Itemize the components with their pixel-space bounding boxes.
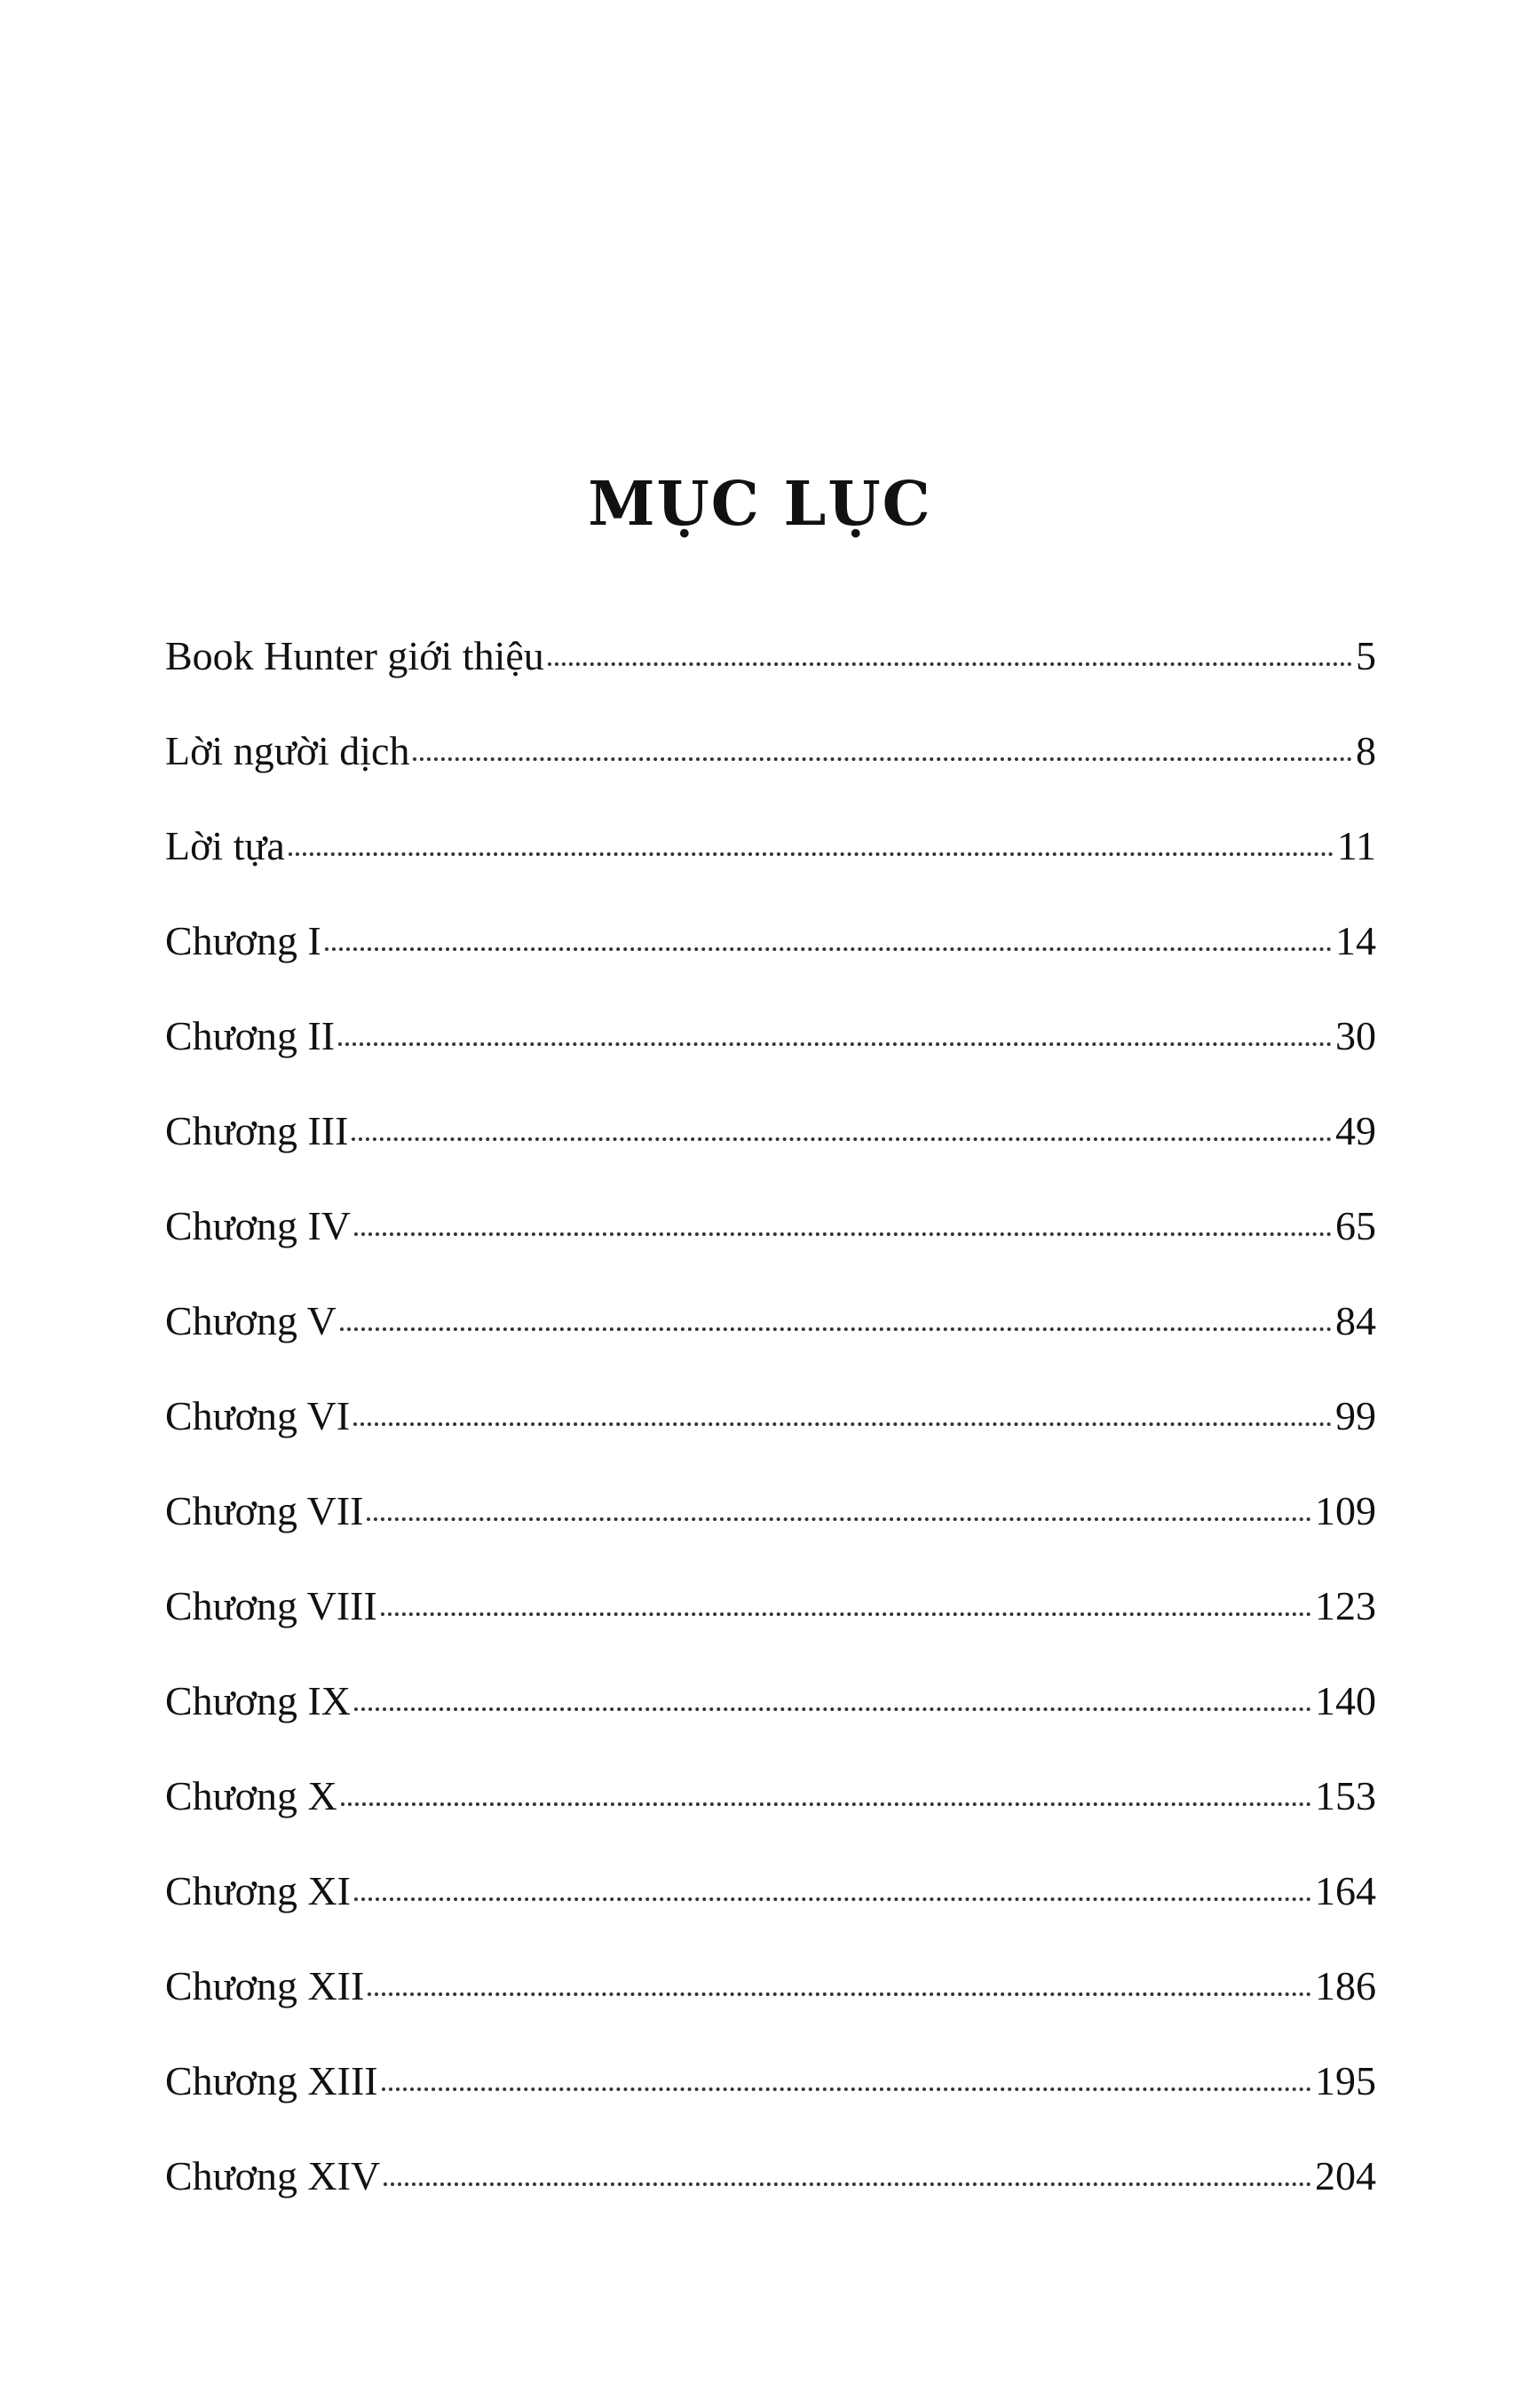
toc-entry: [165, 1192, 1376, 1287]
toc-entry: [165, 1287, 1376, 1382]
dot-leader: [340, 1327, 1332, 1331]
toc-entry: [165, 907, 1376, 1002]
toc-entry-label: Chương XIV: [165, 2153, 381, 2198]
toc-entry: [165, 812, 1376, 907]
toc-entry-page: 5: [1356, 633, 1376, 678]
toc-entry-page: 84: [1335, 1298, 1376, 1343]
toc-entry-page: 49: [1335, 1108, 1376, 1153]
toc-entry-label: Chương XII: [165, 1963, 365, 2008]
toc-entry: [165, 1477, 1376, 1572]
dot-leader: [354, 1897, 1311, 1901]
dot-leader: [353, 1422, 1332, 1426]
dot-leader: [352, 1137, 1332, 1141]
toc-entry: [165, 1097, 1376, 1192]
toc-entry-page: 14: [1335, 918, 1376, 963]
toc-entry-label: Lời người dịch: [165, 728, 410, 773]
dot-leader: [381, 1612, 1311, 1616]
dot-leader: [325, 947, 1332, 951]
toc-entry-label: Chương VI: [165, 1393, 351, 1438]
toc-entry-page: 109: [1315, 1488, 1376, 1533]
toc-entry-label: Chương VII: [165, 1488, 364, 1533]
toc-entry-page: 99: [1335, 1393, 1376, 1438]
toc-entry: [165, 1667, 1376, 1762]
toc-entry-page: 11: [1336, 823, 1376, 868]
toc-entry-label: Chương IV: [165, 1203, 351, 1248]
dot-leader: [354, 1232, 1332, 1236]
dot-leader: [341, 1802, 1311, 1806]
toc-entry-label: Chương III: [165, 1108, 349, 1153]
toc-entry: [165, 1002, 1376, 1097]
toc-entry: [165, 1857, 1376, 1952]
toc-entry-page: 8: [1356, 728, 1376, 773]
dot-leader: [368, 1992, 1311, 1996]
dot-leader: [367, 1517, 1311, 1521]
toc-entry-page: 204: [1315, 2153, 1376, 2198]
dot-leader: [354, 1707, 1311, 1711]
toc-entry-page: 186: [1315, 1963, 1376, 2008]
toc-entry-page: 123: [1315, 1583, 1376, 1628]
toc-entry-label: Chương I: [165, 918, 321, 963]
table-of-contents: [165, 622, 1376, 2237]
toc-entry: [165, 1572, 1376, 1667]
toc-entry-page: 164: [1315, 1868, 1376, 1913]
toc-entry-page: 195: [1315, 2058, 1376, 2103]
dot-leader: [289, 852, 1334, 856]
toc-entry-label: Book Hunter giới thiệu: [165, 633, 544, 678]
dot-leader: [548, 662, 1352, 666]
dot-leader: [382, 2087, 1311, 2091]
toc-entry-label: Chương II: [165, 1013, 336, 1058]
toc-entry: [165, 2142, 1376, 2237]
toc-entry-label: Chương IX: [165, 1678, 351, 1723]
toc-entry-label: Chương V: [165, 1298, 336, 1343]
toc-entry-label: Chương XI: [165, 1868, 351, 1913]
toc-entry-label: Lời tựa: [165, 823, 285, 868]
toc-entry: [165, 1382, 1376, 1477]
toc-entry-label: Chương VIII: [165, 1583, 377, 1628]
toc-entry: [165, 622, 1376, 717]
toc-entry-page: 65: [1335, 1203, 1376, 1248]
page-title: MỤC LỤC: [588, 468, 932, 540]
toc-entry: [165, 1952, 1376, 2047]
toc-entry: [165, 2047, 1376, 2142]
dot-leader: [384, 2182, 1311, 2186]
toc-entry-page: 153: [1315, 1773, 1376, 1818]
toc-entry-page: 140: [1315, 1678, 1376, 1723]
toc-entry-page: 30: [1335, 1013, 1376, 1058]
toc-entry: [165, 717, 1376, 812]
dot-leader: [413, 757, 1352, 761]
toc-entry: [165, 1762, 1376, 1857]
toc-entry-label: Chương XIII: [165, 2058, 378, 2103]
dot-leader: [338, 1042, 1332, 1046]
toc-entry-label: Chương X: [165, 1773, 337, 1818]
